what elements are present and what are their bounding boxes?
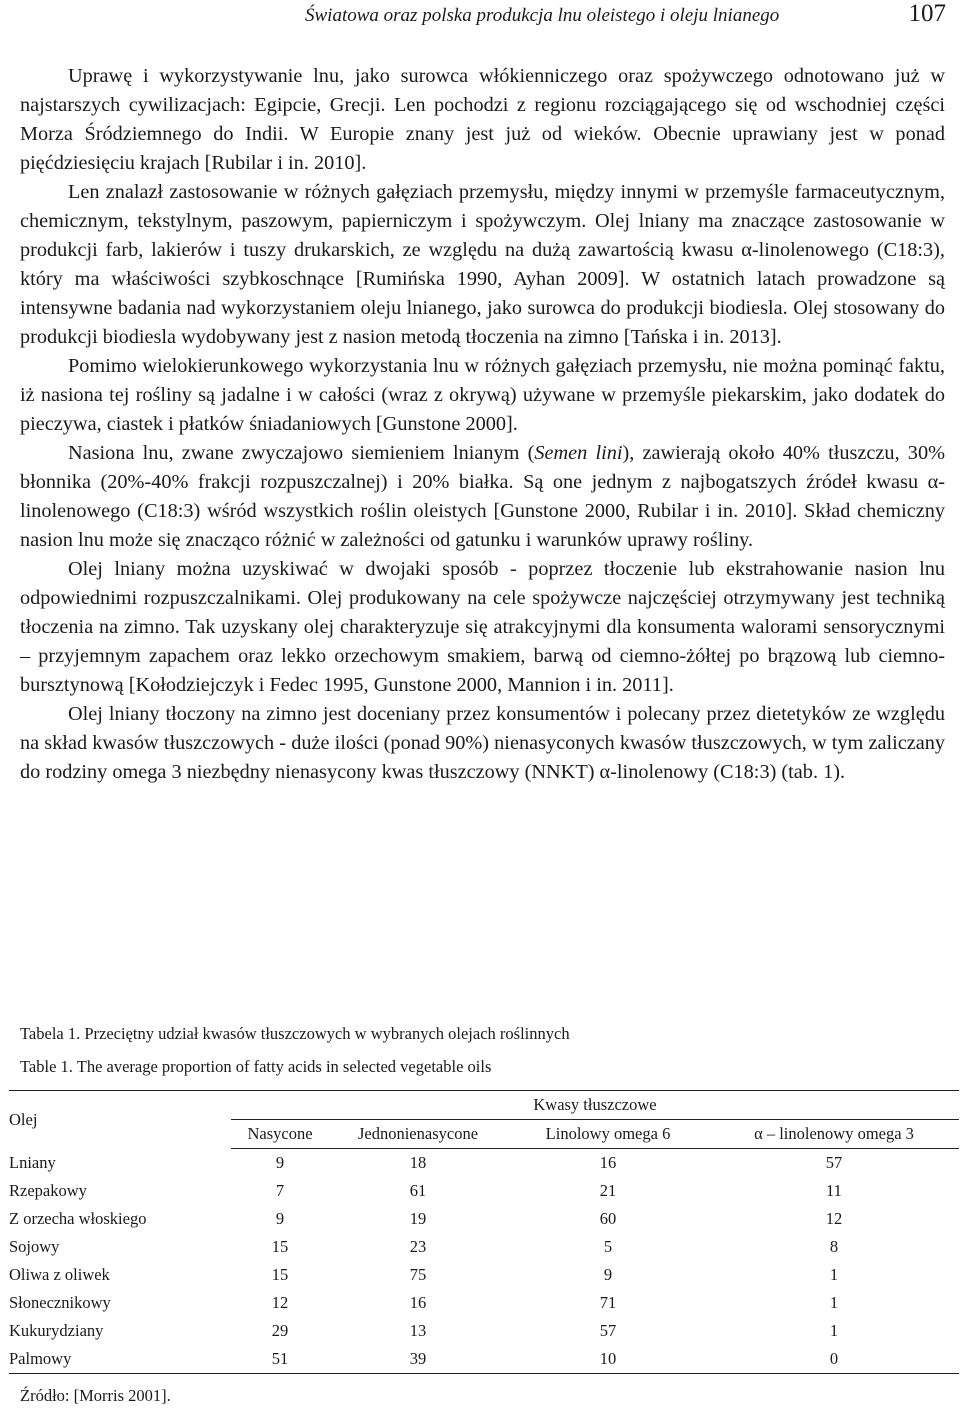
- column-header: α – linolenowy omega 3: [709, 1120, 959, 1149]
- value-cell: 9: [275, 1153, 285, 1172]
- oil-name-cell: Lniany: [9, 1152, 56, 1172]
- value-cell: 15: [271, 1265, 289, 1284]
- oil-name-cell: Kukurydziany: [9, 1321, 104, 1340]
- value-cell: 57: [825, 1153, 843, 1172]
- paragraph: Len znalazł zastosowanie w różnych gałęziach przemysłu, między innymi w przemyśle farmaceutycznym, chemicznym, tekstylnym, paszowym, papierniczym i spożywczym. Olej lniany ma znaczące zastosowanie w produkcji farb, lakierów i tuszy drukarskich, ze względu na dużą zawartością kwasu α-linolenowego (C18:3), który ma właściwości szybkoschnące [Rumińska 1990, Ayhan 2009]. W ostatnich latach prowadzone są intensywne badania nad wykorzystaniem oleju lnianego, jako surowca do produkcji biodiesla. Olej stosowany do produkcji biodiesla wydobywany jest z nasion metodą tłoczenia na zimno [Tańska i in. 2013].: [20, 181, 945, 348]
- value-cell: 9: [275, 1209, 285, 1228]
- column-group-header: Kwasy tłuszczowe: [231, 1091, 959, 1120]
- value-cell: 71: [599, 1293, 617, 1312]
- value-cell: 12: [825, 1209, 843, 1228]
- table-caption-en: Table 1. The average proportion of fatty acids in selected vegetable oils: [20, 1057, 492, 1076]
- oil-name-cell: Sojowy: [9, 1237, 60, 1256]
- value-cell: 8: [829, 1237, 839, 1256]
- oil-name-cell: Słonecznikowy: [9, 1293, 111, 1312]
- oil-name-cell: Rzepakowy: [9, 1181, 87, 1200]
- value-cell: 12: [271, 1293, 289, 1312]
- value-cell: 75: [409, 1265, 427, 1284]
- value-cell: 1: [829, 1293, 839, 1312]
- table-row: [9, 1149, 959, 1178]
- value-cell: 16: [599, 1153, 617, 1172]
- column-header: Jednonienasycone: [329, 1120, 507, 1149]
- value-cell: 57: [599, 1321, 617, 1340]
- page-number: 107: [908, 0, 946, 27]
- value-cell: 61: [409, 1181, 427, 1200]
- oil-name-cell: Z orzecha włoskiego: [9, 1209, 147, 1228]
- table-row: [9, 1177, 959, 1205]
- paragraph: Olej lniany można uzyskiwać w dwojaki sposób - poprzez tłoczenie lub ekstrahowanie nasion lnu odpowiednimi rozpuszczalnikami. Olej produkowany na cele spożywcze najczęściej otrzymywany jest techniką tłoczenia na zimno. Tak uzyskany olej charakteryzuje się atrakcyjnymi dla konsumenta walorami sensorycznymi – przyjemnym zapachem oraz lekko orzechowym smakiem, barwą od ciemno-żółtej po brązową lub ciemno-bursztynową [Kołodziejczyk i Fedec 1995, Gunstone 2000, Mannion i in. 2011].: [20, 558, 945, 696]
- value-cell: 21: [599, 1181, 617, 1200]
- value-cell: 51: [231, 1345, 329, 1374]
- table-row: [9, 1289, 959, 1317]
- table-row: [9, 1345, 959, 1374]
- value-cell: 13: [409, 1321, 427, 1340]
- latin-name: Semen lini: [534, 442, 623, 464]
- page-header: [0, 0, 960, 40]
- fatty-acids-table: [9, 1090, 959, 1374]
- value-cell: 39: [329, 1345, 507, 1374]
- value-cell: 19: [409, 1209, 427, 1228]
- paragraph: Olej lniany tłoczony na zimno jest doceniany przez konsumentów i polecany przez dietetyków ze względu na skład kwasów tłuszczowych - duże ilości (ponad 90%) nienasyconych kwasów tłuszczowych, w tym zaliczany do rodziny omega 3 niezbędny nienasycony kwas tłuszczowy (NNKT) α-linolenowy (C18:3) (tab. 1).: [20, 703, 945, 783]
- value-cell: 29: [271, 1321, 289, 1340]
- table-row: [9, 1205, 959, 1233]
- value-cell: 60: [599, 1209, 617, 1228]
- value-cell: 7: [275, 1181, 285, 1200]
- column-header-oil: Olej: [9, 1091, 231, 1149]
- value-cell: 18: [409, 1153, 427, 1172]
- paragraph-text: ), zawierają około 40% tłuszczu, 30% błonnika (20%-40% frakcji rozpuszczalnej) i 20% białka. Są one jednym z najbogatszych źródeł kwasu α-linolenowego (C18:3) wśród wszystkich roślin oleistych [Gunstone 2000, Rubilar i in. 2010]. Skład chemiczny nasion lnu może się znacząco różnić w zależności od gatunku i warunków uprawy rośliny.: [20, 442, 945, 551]
- value-cell: 16: [409, 1293, 427, 1312]
- table-row: [9, 1317, 959, 1345]
- value-cell: 5: [603, 1237, 613, 1256]
- oil-name-cell: Palmowy: [9, 1345, 231, 1374]
- paragraph: Uprawę i wykorzystywanie lnu, jako surowca włókienniczego oraz spożywczego odnotowano już w najstarszych cywilizacjach: Egipcie, Grecji. Len pochodzi z regionu rozciągającego się od wschodniej części Morza Śródziemnego do Indii. W Europie znany jest już od wieków. Obecnie uprawiany jest w ponad pięćdziesięciu krajach [Rubilar i in. 2010].: [20, 65, 945, 174]
- table-source: Źródło: [Morris 2001].: [20, 1386, 171, 1405]
- value-cell: 1: [829, 1265, 839, 1284]
- table-row: [9, 1233, 959, 1261]
- value-cell: 23: [409, 1237, 427, 1256]
- paragraph: [20, 439, 945, 555]
- value-cell: 10: [507, 1345, 709, 1374]
- table-caption-pl: Tabela 1. Przeciętny udział kwasów tłuszczowych w wybranych olejach roślinnych: [20, 1024, 570, 1043]
- value-cell: 9: [603, 1265, 613, 1284]
- running-title: Światowa oraz polska produkcja lnu oleistego i oleju lnianego: [305, 5, 780, 26]
- value-cell: 1: [829, 1321, 839, 1340]
- value-cell: 15: [271, 1237, 289, 1256]
- column-header: Linolowy omega 6: [507, 1120, 709, 1149]
- paragraph-text: Nasiona lnu, zwane zwyczajowo siemieniem lnianym (: [68, 442, 535, 464]
- value-cell: 11: [826, 1181, 842, 1200]
- table-row: [9, 1261, 959, 1289]
- value-cell: 0: [709, 1345, 959, 1374]
- oil-name-cell: Oliwa z oliwek: [9, 1265, 110, 1284]
- body-text: [20, 62, 945, 787]
- column-header: Nasycone: [231, 1120, 329, 1149]
- paragraph: Pomimo wielokierunkowego wykorzystania lnu w różnych gałęziach przemysłu, nie można pominąć faktu, iż nasiona tej rośliny są jadalne i w całości (wraz z okrywą) używane w przemyśle piekarskim, jako dodatek do pieczywa, ciastek i płatków śniadaniowych [Gunstone 2000].: [20, 355, 945, 435]
